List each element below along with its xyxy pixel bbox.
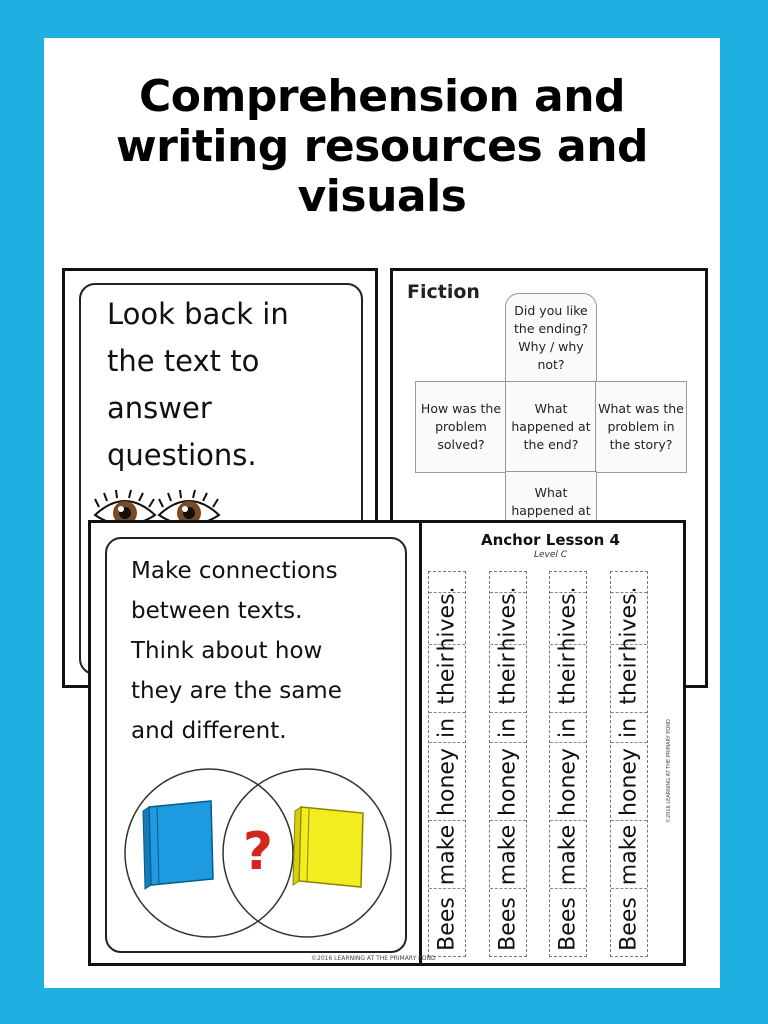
- word: their: [495, 652, 521, 705]
- word: honey: [555, 747, 581, 816]
- word: make: [495, 824, 521, 885]
- question-mark-icon: ?: [242, 822, 274, 882]
- word: their: [555, 652, 581, 705]
- word: hives.: [616, 585, 642, 652]
- blue-book-icon: [143, 801, 213, 889]
- word: make: [434, 824, 460, 885]
- cube-face-left: How was the problem solved?: [415, 381, 507, 473]
- make-connections-card: [88, 520, 436, 966]
- poster-line: they are the same: [131, 678, 342, 704]
- sentence-strip: [428, 571, 466, 957]
- yellow-book-icon: [293, 807, 363, 887]
- poster-line: Think about how: [131, 638, 323, 664]
- cube-face-right: What was the problem in the story?: [595, 381, 687, 473]
- poster-line: between texts.: [131, 598, 303, 624]
- poster-line: and different.: [131, 718, 287, 744]
- word: in: [495, 717, 521, 738]
- title-line: visuals: [297, 171, 467, 222]
- word: make: [555, 824, 581, 885]
- word: honey: [434, 747, 460, 816]
- anchor-title: Anchor Lesson 4: [480, 531, 620, 549]
- cube-face-top: Did you like the ending? Why / why not?: [505, 293, 597, 383]
- venn-diagram: [121, 761, 395, 941]
- poster-text: [107, 291, 289, 479]
- copyright-text: ©2016 LEARNING AT THE PRIMARY POND: [666, 719, 672, 823]
- anchor-subtitle: Level C: [533, 550, 568, 560]
- page-title: [44, 72, 720, 222]
- word: make: [616, 824, 642, 885]
- copyright-text: ©2016 LEARNING AT THE PRIMARY POND: [311, 955, 436, 962]
- word: hives.: [495, 585, 521, 652]
- poster-line: questions.: [107, 438, 257, 472]
- poster-text: [131, 551, 342, 751]
- title-line: writing resources and: [115, 121, 649, 172]
- word: in: [555, 717, 581, 738]
- sentence-strip: [549, 571, 587, 957]
- word: honey: [495, 747, 521, 816]
- word: in: [616, 717, 642, 738]
- poster-line: Make connections: [131, 558, 338, 584]
- word: Bees: [495, 896, 521, 951]
- cube-face-center: What happened at the end?: [505, 381, 597, 473]
- poster-line: Look back in: [107, 297, 289, 331]
- word: their: [616, 652, 642, 705]
- word: in: [434, 717, 460, 738]
- cube-face-bottom: What happened at: [505, 471, 597, 563]
- word: Bees: [616, 896, 642, 951]
- poster-line: the text to: [107, 344, 260, 378]
- word: hives.: [555, 585, 581, 652]
- title-line: Comprehension and: [138, 71, 626, 122]
- word: honey: [616, 747, 642, 816]
- word: Bees: [434, 896, 460, 951]
- word: their: [434, 652, 460, 705]
- anchor-lesson-card: [418, 520, 686, 966]
- fiction-label: Fiction: [407, 281, 480, 303]
- poster-line: answer: [107, 391, 212, 425]
- sentence-strip: [610, 571, 648, 957]
- word: Bees: [555, 896, 581, 951]
- word: hives.: [434, 585, 460, 652]
- sentence-strip: [489, 571, 527, 957]
